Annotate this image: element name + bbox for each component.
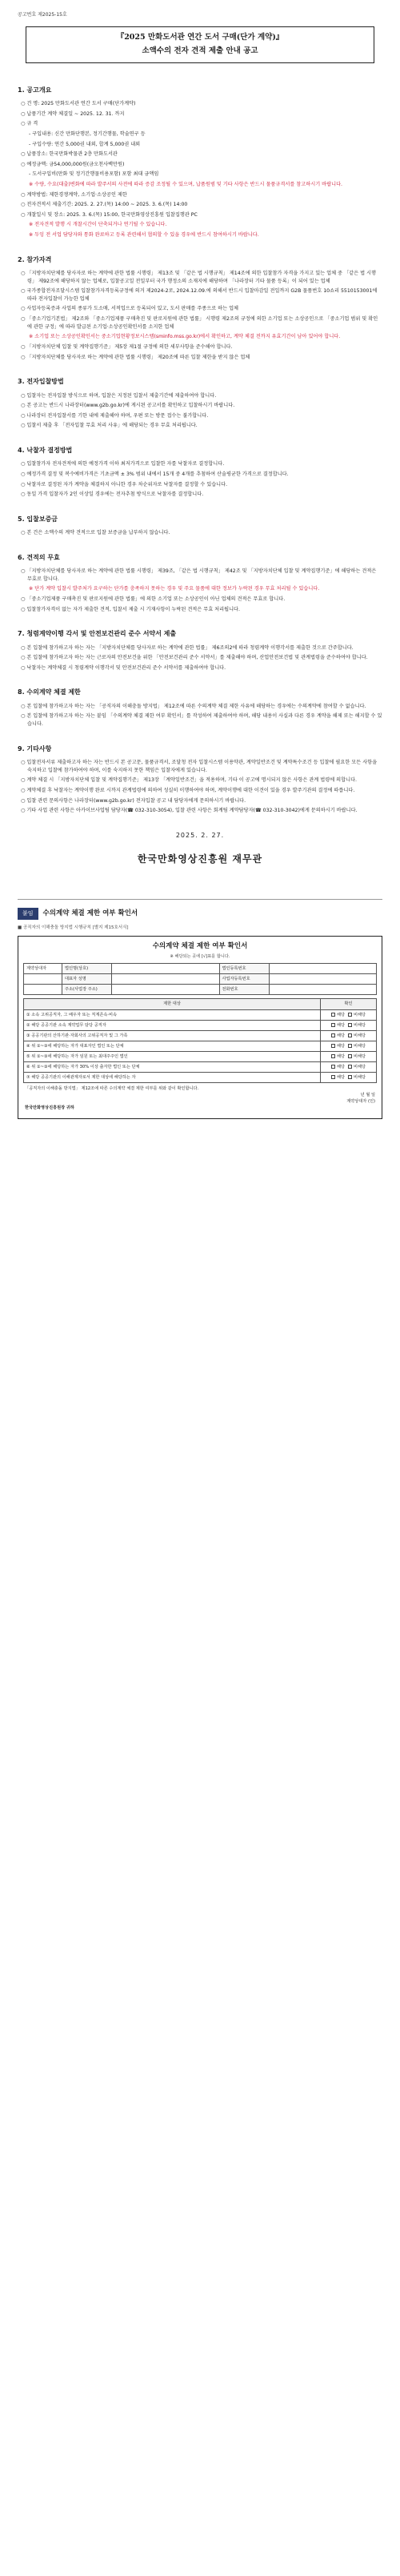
- restriction-check: [321, 1009, 377, 1020]
- restriction-check-table: [23, 998, 377, 1083]
- section-line: ※ 전자견적 발행 시 개찰시간이 단축되거나 연기될 수 있습니다.: [29, 222, 167, 228]
- table-cell: 법인등록번호: [219, 964, 269, 974]
- notice-title-box: [26, 26, 374, 62]
- notice-date: 2025. 2. 27.: [175, 831, 225, 839]
- checkbox-no[interactable]: [348, 1075, 352, 1079]
- section-heading: 1. 공고개요: [18, 86, 52, 94]
- section-heading: 6. 견적의 무효: [18, 553, 60, 561]
- section-line: ○ 계약체결 후 낙찰자는 계약이행 완료 시까지 관계법령에 의하여 성실히 이행하여야 하며, 계약이행에 대한 이견이 있을 경우 발주기관의 결정에 따릅니다.: [21, 787, 355, 793]
- checkbox-no[interactable]: [348, 1054, 352, 1058]
- checkbox-no[interactable]: [348, 1065, 352, 1069]
- checkbox-yes-label: 해당: [336, 1074, 345, 1080]
- restriction-check: [321, 1041, 377, 1051]
- form-footer: [23, 1083, 377, 1113]
- checkbox-yes-label: 해당: [336, 1033, 345, 1038]
- restriction-item: ⑦ 해당 공공기관의 이해관계자로서 제한 대상에 해당하는 자: [24, 1072, 321, 1082]
- table-cell: 전화번호: [219, 985, 269, 995]
- checkbox-no-label: 비해당: [353, 1043, 366, 1049]
- form-footer-date: 년 월 일: [360, 1093, 375, 1098]
- section-line: ○ 납품장소: 한국만화박물관 2층 만화도서관: [21, 151, 118, 158]
- section-line: ○ 낙찰자는 계약체결 시 청렴계약 이행각서 및 안전보건관리 준수 서약서를 제출하여야 합니다.: [21, 664, 226, 671]
- checkbox-yes[interactable]: [331, 1023, 335, 1027]
- list-item: [24, 1009, 377, 1020]
- table-cell: [24, 985, 62, 995]
- checkbox-yes[interactable]: [331, 1044, 335, 1048]
- section-line: ○ 「지방자치단체를 당사자로 하는 계약에 관한 법률 시행령」 제20조에 따른 입찰 제한을 받지 않은 업체: [21, 354, 250, 360]
- confirmation-form: [18, 936, 382, 1119]
- restriction-item: ⑥ 위 ①~③에 해당하는 자가 30% 이상 출자한 법인 또는 단체: [24, 1061, 321, 1072]
- notice-section: [18, 744, 382, 815]
- checkbox-yes-label: 해당: [336, 1053, 345, 1059]
- section-line: ○ 본 입찰에 참가하고자 하는 자는 「지방자치단체를 당사자로 하는 계약에 관한 법률」 제6조의2에 따라 청렴계약 이행각서를 제출한 것으로 간주합니다.: [21, 644, 354, 651]
- restriction-check: [321, 1061, 377, 1072]
- notice-sections: [18, 86, 382, 815]
- section-line: - 구입내용: 신간 만화단행본, 정기간행물, 학술연구 등: [29, 130, 146, 137]
- notice-title-line1: 『2025 만화도서관 연간 도서 구매(단가 계약)』: [116, 33, 284, 42]
- checkbox-no[interactable]: [348, 1023, 352, 1027]
- table-cell[interactable]: [269, 985, 377, 995]
- list-item: [24, 1041, 377, 1051]
- section-line: ○ 전자견적서 제출기간: 2025. 2. 27.(목) 14:00 ~ 2025. 3. 6.(목) 14:00: [21, 202, 188, 208]
- section-line: ※ 단가 계약 입찰시 발주처가 요구하는 단가를 충족하지 못하는 경우 및 주요 물품에 대한 정보가 누락된 경우 무효 처리될 수 있습니다.: [29, 586, 320, 592]
- checkbox-no[interactable]: [348, 1044, 352, 1048]
- table-row: [24, 985, 377, 995]
- checkbox-no-label: 비해당: [353, 1033, 366, 1038]
- section-line: ○ 국가종합전자조달시스템 입찰참가자격등록규정에 의거 제2024-2로, 2024.12.09.에 의해서 반드시 입찰마감일 전일까지 G2B 물품번호 10쇼리 5510153001에 따라 전자입찰이 가능한 업체: [21, 288, 378, 302]
- checkbox-no-label: 비해당: [353, 1074, 366, 1080]
- section-line: ○ 본 입찰에 참가하고자 하는 자는 붙임 「수의계약 체결 제한 여부 확인서」를 작성하여 제출하여야 하며, 해당 내용이 사실과 다른 경우 계약을 해제 또는 해지할 수 있습니다.: [21, 713, 382, 728]
- section-line: ○ 「중소기업기본법」 제2조와 「중소기업제품 구매촉진 및 판로지원에 관한 법률」 시행령 제2조의 규정에 의한 소기업 또는 소상공인으로 「중소기업 범위 및 확인에 관한 규정」에 따라 발급된 소기업·소상공인확인서를 소지한 업체: [21, 316, 378, 330]
- table-row: [24, 964, 377, 974]
- checkbox-yes[interactable]: [331, 1054, 335, 1058]
- list-item: [24, 1020, 377, 1030]
- section-line: ○ 계약방법: 제한경쟁계약, 소기업·소상공인 제한: [21, 191, 127, 198]
- section-line: - 구입수량: 연간 5,000권 내외, 합계 5,000권 내외: [29, 141, 141, 147]
- notice-number: 공고번호 제2025-15호: [18, 12, 67, 18]
- table-cell[interactable]: [112, 985, 220, 995]
- section-line: ○ 본 입찰에 참가하고자 하는 자는 「공직자의 이해충돌 방지법」 제12조에 따른 수의계약 체결 제한 사유에 해당하는 경우에는 수의계약에 참여할 수 없습니다.: [21, 703, 366, 709]
- section-line: ○ 「지방자치단체 입찰 및 계약집행기준」 제5장 제1절 규정에 의한 세부사항을 준수해야 합니다.: [21, 343, 233, 350]
- table-cell: 계약상대자: [24, 964, 62, 974]
- check-header-confirm: 확인: [321, 999, 377, 1009]
- section-heading: 2. 참가자격: [18, 255, 52, 263]
- section-line: ※ 수량, 수요(대출)변화에 따라 발주서의 사전에 따라 증감 조정될 수 있으며, 납품원범 및 기타 사항은 반드시 물품규격서를 참고하시기 바랍니다.: [29, 182, 343, 187]
- section-line: ○ 규 격: [21, 121, 38, 127]
- checkbox-yes-label: 해당: [336, 1043, 345, 1049]
- table-cell[interactable]: [112, 974, 220, 985]
- section-line: ○ 입찰참가자 전자견적에 의한 예정가격 이하 최저가격으로 입찰한 자를 낙찰자로 결정합니다.: [21, 461, 225, 467]
- section-line: ○ 입찰 관련 문의사항은 나라장터(www.g2b.go.kr) 전자입찰 공고 내 담당자에게 문의하시기 바랍니다.: [21, 797, 246, 804]
- notice-section: [18, 688, 382, 728]
- attachment-title: 수의계약 체결 제한 여부 확인서: [42, 909, 138, 917]
- section-line: ○ 예정가격 결정 및 복수예비가격은 기초금액 ± 3% 범위 내에서 15개 중 4개를 추첨하여 산술평균한 가격으로 결정합니다.: [21, 471, 289, 477]
- checkbox-yes[interactable]: [331, 1075, 335, 1079]
- checkbox-no-label: 비해당: [353, 1064, 366, 1069]
- section-line: ○ 예정금액: 금54,000,000원(금오천사백만원): [21, 161, 125, 167]
- table-row: [24, 974, 377, 985]
- checkbox-yes-label: 해당: [336, 1064, 345, 1069]
- notice-section: [18, 255, 382, 361]
- restriction-check: [321, 1030, 377, 1041]
- section-divider: [18, 899, 382, 900]
- section-line: ○ 「지방자치단체를 당사자로 하는 계약에 관한 법률 시행령」 제39조, 「같은 법 시행규칙」 제42조 및 「지방자치단체 입찰 및 계약집행기준」에 해당하는 견적은 무효로 합니다.: [21, 568, 377, 582]
- restriction-check: [321, 1072, 377, 1082]
- notice-section: [18, 377, 382, 430]
- section-line: ○ 낙찰자로 결정된 자가 계약을 체결하지 아니한 경우 차순위자로 낙찰자를 결정할 수 있습니다.: [21, 481, 228, 488]
- section-line: ○ 입찰자는 전자입찰 방식으로 하며, 입찰은 지정된 입찰서 제출기간에 제출하여야 합니다.: [21, 392, 217, 399]
- section-line: ○ 나라장터 전자입찰서를 기한 내에 제출해야 하며, 우편 또는 방문 접수는 불가합니다.: [21, 412, 209, 419]
- checkbox-yes[interactable]: [331, 1013, 335, 1017]
- table-cell: 법인명(상호): [62, 964, 112, 974]
- table-cell[interactable]: [269, 974, 377, 985]
- checkbox-no[interactable]: [348, 1013, 352, 1017]
- section-line: ○ 계약 체결 시 「지방자치단체 입찰 및 계약집행기준」 제13장 「계약일반조건」을 적용하며, 기타 이 공고에 명시되지 않은 사항은 관계 법령에 의합니다.: [21, 777, 358, 784]
- restriction-item: ③ 공공기관의 산하기관·자회사의 고위공직자 및 그 가족: [24, 1030, 321, 1041]
- section-line: ※ 두잉 전 서업 담당자와 통화 완료하고 등록 관련해서 협의할 수 있을 경우에 반드시 참여하시기 바랍니다.: [29, 232, 259, 239]
- section-line: ○ 납품기간 계약 체결일 ~ 2025. 12. 31. 까지: [21, 110, 125, 117]
- section-line: ○ 「중소기업제품 구매촉진 및 판로지원에 관한 법률」에 의한 소기업 또는 소상공인이 아닌 업체의 견적은 무효로 합니다.: [21, 596, 286, 603]
- form-title: 수의계약 체결 제한 여부 확인서: [152, 942, 248, 951]
- section-line: ○ 동일 가격 입찰자가 2인 이상일 경우에는 전자추첨 방식으로 낙찰자를 결정합니다.: [21, 492, 204, 498]
- restriction-item: ① 소속 고위공직자, 그 배우자 또는 직계존속·비속: [24, 1009, 321, 1020]
- notice-section: [18, 515, 382, 537]
- section-line: ○ 사업자등록증과 사업의 종류가 도소매, 서적업으로 등록되어 있고, 도서 판매를 주종으로 하는 업체: [21, 306, 239, 312]
- section-line: ○ 입찰전자서류 제출하고자 하는 자는 반드시 본 공고문, 물품규격서, 조달청 전자 입찰시스템 이용약관, 계약일반조건 및 계약특수조건 등 입찰에 필요한 모든 사항을 숙지하고 입찰에 참가하여야 하며, 이를 숙지하지 못한 책임은 입찰자에게 있습니다.: [21, 760, 378, 773]
- checkbox-no-label: 비해당: [353, 1012, 366, 1017]
- section-line: ○ 본 입찰에 참가하고자 하는 자는 근로자의 안전보건을 위한 「안전보건관리 준수 서약서」를 제출해야 하며, 산업안전보건법 및 관계법령을 준수하여야 합니다.: [21, 655, 368, 661]
- section-heading: 4. 낙찰자 결정방법: [18, 446, 73, 454]
- notice-section: [18, 629, 382, 672]
- form-subtitle: ※ 해당되는 곳에 [√]표를 합니다.: [170, 954, 230, 960]
- checkbox-yes[interactable]: [331, 1033, 335, 1037]
- table-cell: 대표자 성명: [62, 974, 112, 985]
- table-cell: 주소(사업장 주소): [62, 985, 112, 995]
- notice-title-line2: 소액수의 전자 견적 제출 안내 공고: [142, 46, 258, 56]
- checkbox-yes-label: 해당: [336, 1022, 345, 1028]
- checkbox-no-label: 비해당: [353, 1022, 366, 1028]
- table-cell: [24, 974, 62, 985]
- restriction-item: ② 해당 공공기관 소속 계약업무 담당 공직자: [24, 1020, 321, 1030]
- checkbox-yes-label: 해당: [336, 1012, 345, 1017]
- section-line: ○ 「지방자치단체를 당사자로 하는 계약에 관한 법률 시행령」 제13조 및 「같은 법 시행규칙」 제14조에 의한 입찰참가 자격을 가지고 있는 업체 중 「같은 법 시행령」 제92조에 해당하지 않는 업체로, 입찰공고일 전일부터 국가 행정소의 소재지에 해당하며 「나라장터 기타 물품 등록」이 되어 있는 업체: [21, 271, 376, 284]
- checkbox-yes[interactable]: [331, 1065, 335, 1069]
- notice-section: [18, 553, 382, 613]
- checkbox-no[interactable]: [348, 1033, 352, 1037]
- notice-section: [18, 86, 382, 239]
- section-line: ○ 입찰참가자격이 없는 자가 제출한 견적, 입찰서 제출 시 기재사항이 누락된 견적은 무효 처리됩니다.: [21, 606, 240, 612]
- table-cell[interactable]: [269, 964, 377, 974]
- section-line: ○ 개찰일시 및 장소: 2025. 3. 6.(목) 15:00, 한국만화영상진흥원 입찰집행관 PC: [21, 211, 198, 218]
- attachment-subtitle: ■ 공직자의 이해충돌 방지법 시행규칙 [별지 제15호서식]: [18, 925, 129, 930]
- restriction-item: ④ 위 ①~③에 해당하는 자가 대표자인 법인 또는 단체: [24, 1041, 321, 1051]
- list-item: [24, 1061, 377, 1072]
- list-item: [24, 1030, 377, 1041]
- section-line: ○ 기타 사업 관련 사항은 아카이브사업팀 담당자(☎ 032-310-3054), 입찰 관련 사항은 회계팀 계약담당자(☎ 032-310-3042)에게 문의하시기 바랍니다.: [21, 808, 358, 814]
- section-heading: 5. 입찰보증금: [18, 515, 58, 523]
- attachment-tag: 붙임: [18, 908, 38, 920]
- form-footer-sign: 계약상대자 (인): [346, 1099, 375, 1105]
- list-item: [24, 1051, 377, 1061]
- section-line: ○ 본 공고는 반드시 나라장터(www.g2b.go.kr)에 게시된 공고서를 확인하고 입찰하시기 바랍니다.: [21, 403, 235, 409]
- notice-section: [18, 446, 382, 499]
- section-line: ○ 본 건은 소액수의 계약 견적으로 입찰 보증금을 납부하지 않습니다.: [21, 530, 170, 536]
- form-footer-note: 「공직자의 이해충돌 방지법」 제12조에 따른 수의계약 체결 제한 여부를 위와 같이 확인합니다.: [25, 1085, 199, 1091]
- section-line: ※ 소기업 또는 소상공인확인서는 중소기업현황정보시스템(sminfo.mss.go.kr)에서 확인하고, 계약 체결 전까지 유효기간이 남아 있어야 합니다.: [29, 334, 341, 340]
- attachment-header: [18, 908, 382, 920]
- checkbox-no-label: 비해당: [353, 1053, 366, 1059]
- section-heading: 3. 전자입찰방법: [18, 378, 64, 386]
- form-footer-to: 한국만화영상진흥원장 귀하: [25, 1105, 74, 1111]
- restriction-item: ⑤ 위 ①~③에 해당하는 자가 임원 또는 최대주주인 법인: [24, 1051, 321, 1061]
- section-heading: 7. 청렴계약이행 각서 및 안전보건관리 준수 서약서 제출: [18, 630, 177, 638]
- contractor-table: [23, 963, 377, 995]
- table-cell: 사업자등록번호: [219, 974, 269, 985]
- section-line: ○ 건 명: 2025 만화도서관 연간 도서 구매(단가계약): [21, 101, 136, 107]
- section-heading: 9. 기타사항: [18, 744, 52, 752]
- restriction-check: [321, 1051, 377, 1061]
- restriction-check: [321, 1020, 377, 1030]
- list-item: [24, 1072, 377, 1082]
- section-line: - 도서구입비(만화 및 정기간행물비용포함) 포함 최대 금액임: [29, 171, 159, 178]
- table-cell[interactable]: [112, 964, 220, 974]
- check-header-target: 제한 대상: [24, 999, 321, 1009]
- issuing-organization: 한국만화영상진흥원 재무관: [137, 853, 263, 865]
- section-line: ○ 입찰서 제출 후 「전자입찰 무효 처리 사유」에 해당되는 경우 무효 처리됩니다.: [21, 423, 198, 429]
- section-heading: 8. 수의계약 체결 제한: [18, 688, 81, 696]
